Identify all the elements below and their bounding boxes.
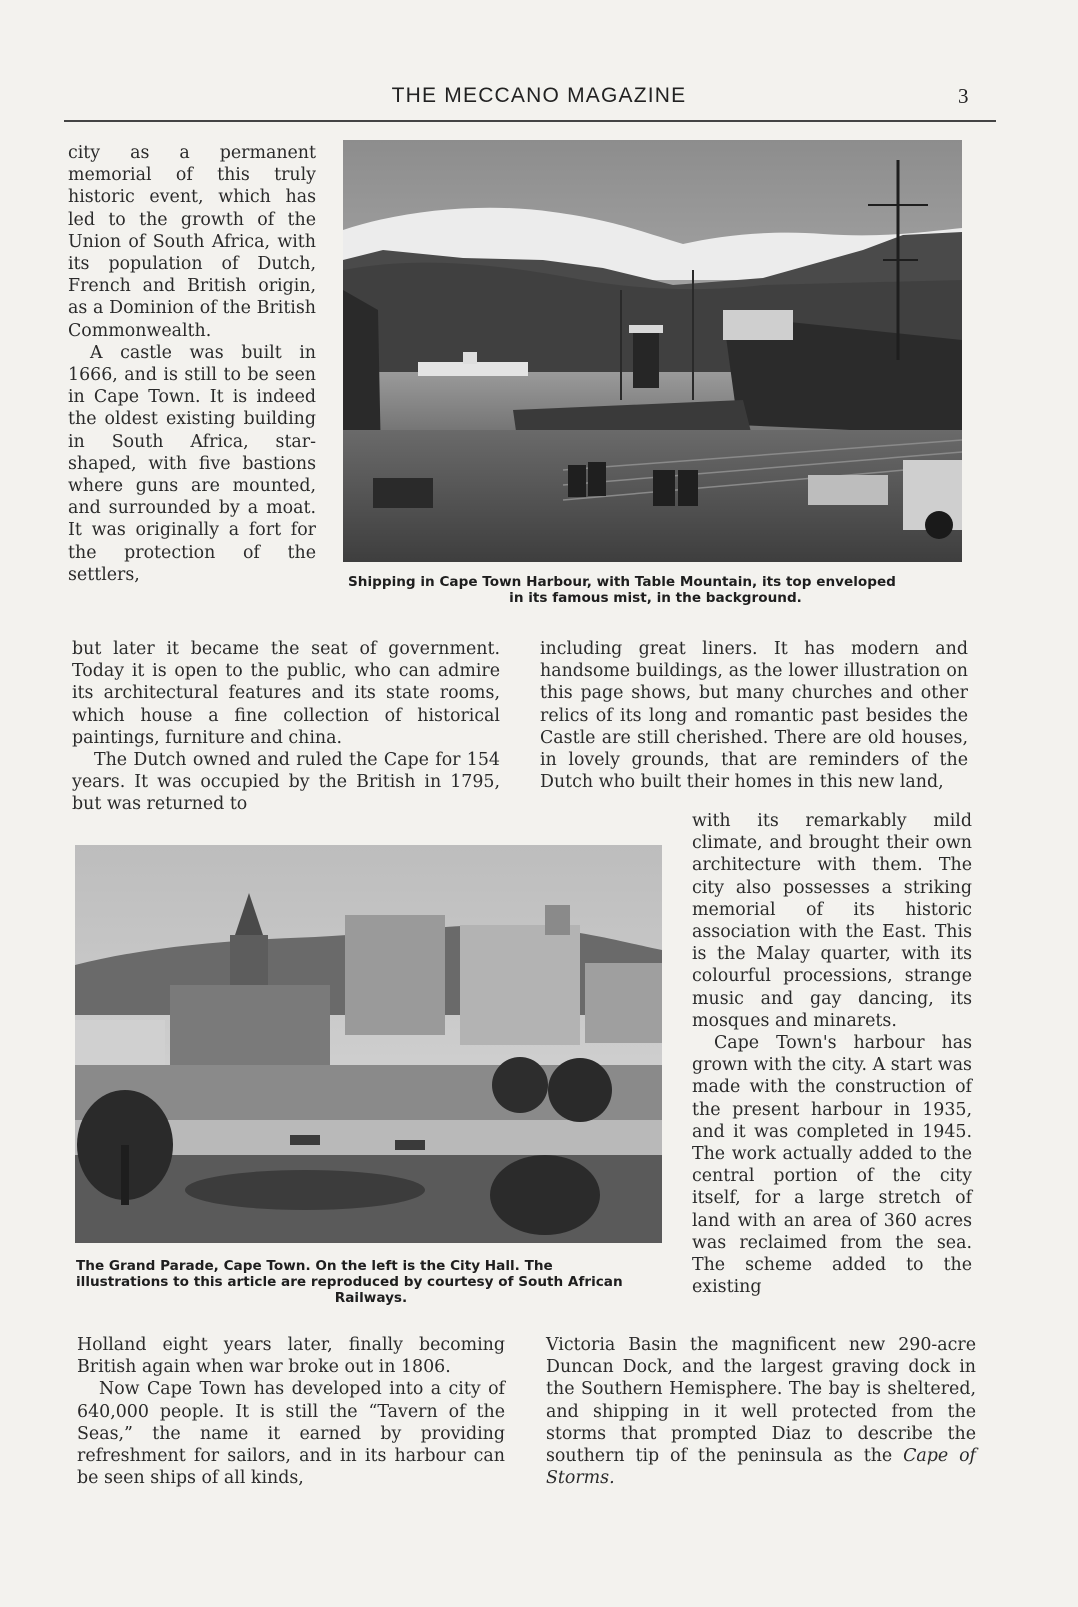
caption-line: illustrations to this article are reproduced by courtesy of South African — [76, 1274, 623, 1290]
paragraph-text: Victoria Basin the magnificent new 290-acre Duncan Dock, and the largest graving dock in the Southern Hemisphere. The bay is sheltered, and shipping in it well protected from the storms that prompted Diaz to describe the southern tip of the peninsula as the — [546, 1335, 976, 1467]
paragraph: A castle was built in 1666, and is still to be seen in Cape Town. It is indeed the oldest existing building in South Africa, star-shaped, with five bastions where guns are mounted, and surrounded by a moat. It was originally a fort for the protection of the settlers, — [68, 342, 316, 585]
article-col2-right — [692, 810, 972, 1298]
caption-line: Shipping in Cape Town Harbour, with Table Mountain, its top enveloped — [348, 574, 896, 590]
harbour-caption — [348, 574, 963, 606]
article-col1-mid — [72, 638, 500, 816]
article-col1-bottom — [77, 1334, 505, 1489]
paragraph: Now Cape Town has developed into a city of 640,000 people. It is still the “Tavern of the Seas,” the name it earned by providing refreshment for sailors, and in its harbour can be seen ships of all kinds, — [77, 1379, 505, 1489]
paragraph: including great liners. It has modern and handsome buildings, as the lower illustration on this page shows, but many churches and other relics of its long and romantic past besides the Castle are still cherished. There are old houses, in lovely grounds, that are reminders of the Dutch who built their homes in this new land, — [540, 639, 968, 793]
article-col1-top — [68, 142, 316, 586]
paragraph — [546, 1334, 976, 1489]
caption-line: The Grand Parade, Cape Town. On the left is the City Hall. The — [76, 1258, 553, 1274]
paragraph: Holland eight years later, finally becoming British again when war broke out in 1806. — [77, 1335, 505, 1378]
paragraph: Cape Town's harbour has grown with the city. A start was made with the construction of the present harbour in 1935, and it was completed in 1945. The work actually added to the central portion of the city itself, for a large stretch of land with an area of 360 acres was reclaimed from the sea. The scheme added to the existing — [692, 1033, 972, 1298]
magazine-title: THE MECCANO MAGAZINE — [391, 84, 687, 107]
caption-line: Railways. — [334, 1290, 408, 1306]
grand-parade-photo — [75, 845, 662, 1243]
article-col2-bottom — [546, 1334, 976, 1489]
harbour-photo — [343, 140, 962, 562]
paragraph: city as a permanent memorial of this truly historic event, which has led to the growth of the Union of South Africa, with its population of Dutch, French and British origin, as a Dominion of the British Commonwealth. — [68, 143, 316, 341]
caption-line: in its famous mist, in the background. — [509, 590, 802, 606]
page-number: 3 — [958, 84, 969, 108]
header-rule — [64, 120, 996, 122]
cape-of-storms-italic: Cape of Storms. — [546, 1446, 976, 1489]
article-col2-mid — [540, 638, 968, 793]
paragraph: with its remarkably mild climate, and brought their own architecture with them. The city also possesses a striking memorial of its historic association with the East. This is the Malay quarter, with its colourful processions, strange music and gay dancing, its mosques and minarets. — [692, 811, 972, 1031]
paragraph: but later it became the seat of government. Today it is open to the public, who can admire its architectural features and its state rooms, which house a fine collection of historical paintings, furniture and china. — [72, 639, 500, 748]
paragraph: The Dutch owned and ruled the Cape for 154 years. It was occupied by the British in 1795, but was returned to — [72, 750, 500, 815]
grand-parade-caption — [76, 1258, 666, 1306]
